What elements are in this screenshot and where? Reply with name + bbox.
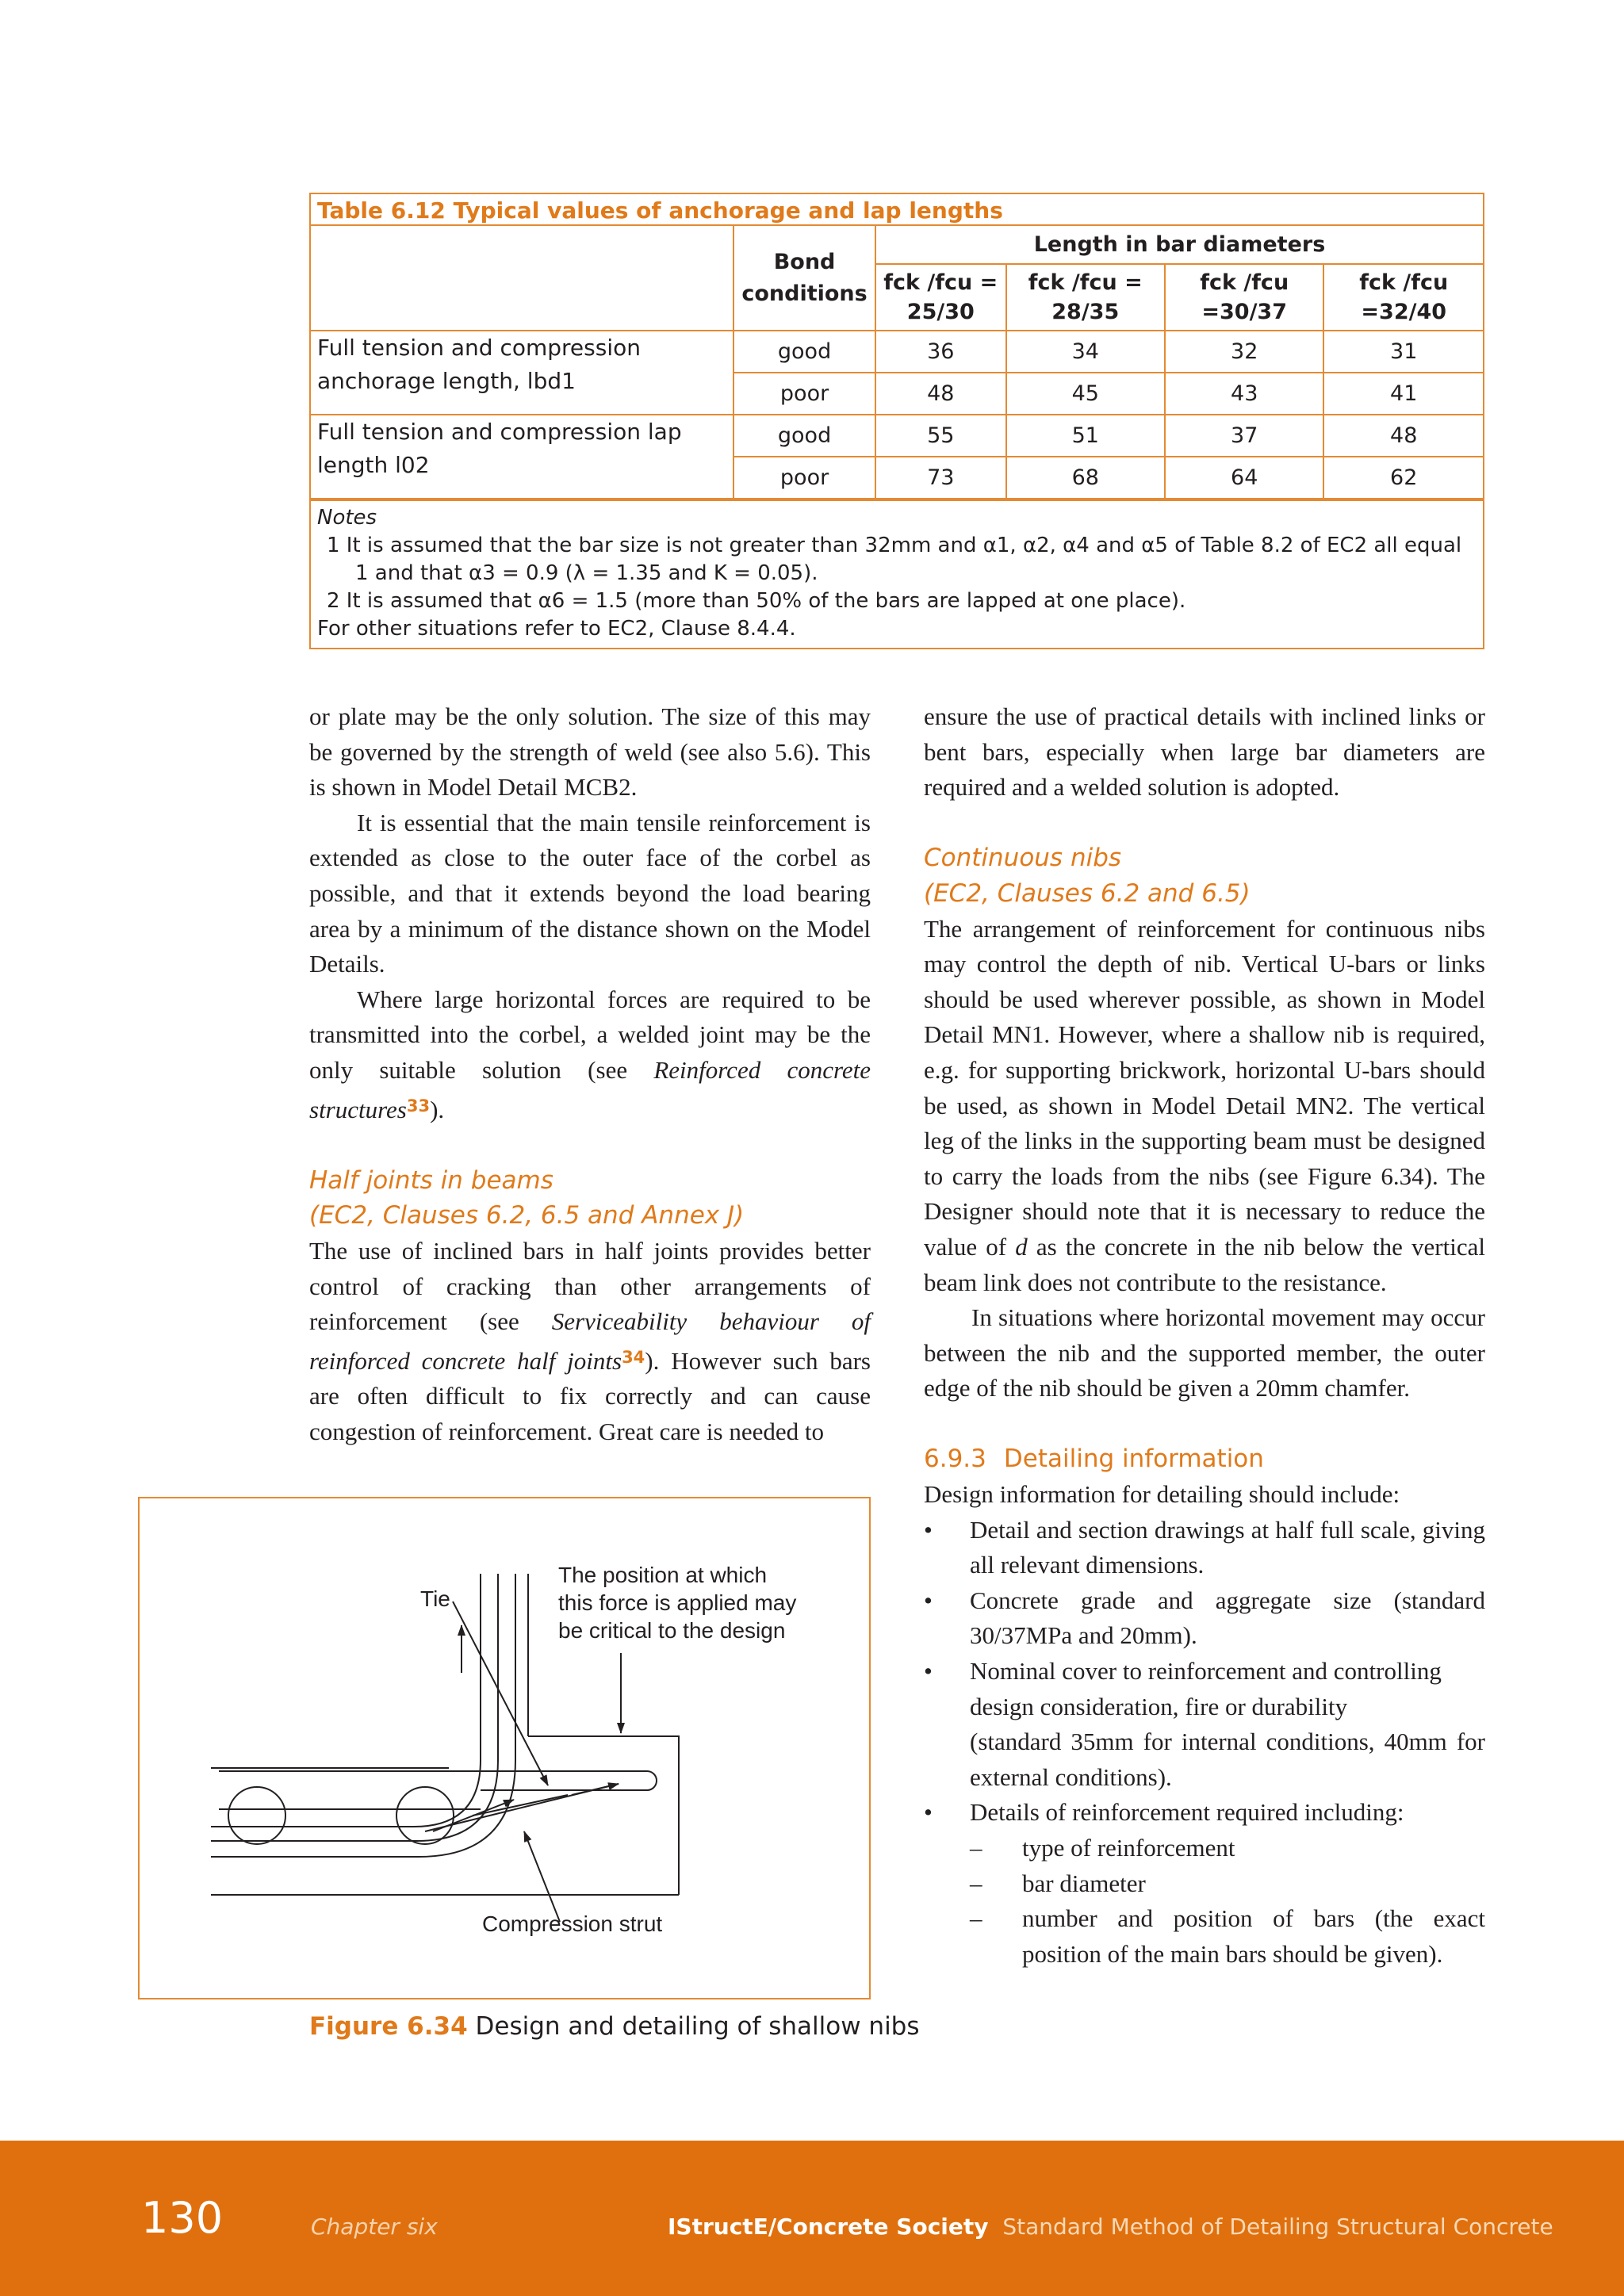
bar-section [396,1787,454,1844]
table-header-col: fck /fcu = 25/30 [875,264,1006,331]
compression-arrow [524,1831,560,1922]
figure-caption: Figure 6.34 Design and detailing of shallow nibs [309,2012,920,2041]
vertical-link-inner [211,1574,481,1827]
vertical-link [211,1574,498,1841]
list-item: • Concrete grade and aggregate size (standard 30/37MPa and 20mm). [924,1586,1485,1650]
publication-title: IStructE/Concrete Society Standard Method of Detailing Structural Concrete [668,2214,1553,2240]
paragraph: It is essential that the main tensile reinforcement is extended as close to the outer face of the corbel as possible, and that it extends beyond the load bearing area by a minimum of the distance shown on the Model Details. [309,808,871,978]
strut-arrow-1 [473,1795,568,1816]
table-header-col: fck /fcu =32/40 [1323,264,1483,331]
heading-half-joints-clauses: (EC2, Clauses 6.2, 6.5 and Annex J) [309,1201,745,1230]
table-title: Table 6.12 Typical values of anchorage and lap lengths [311,194,1483,226]
label-position: The position at which [558,1563,768,1587]
table-header-empty [311,226,733,331]
paragraph: or plate may be the only solution. The size of this may be governed by the strength of weld (see also 5.6). This is shown in Model Detail MCB2. [309,702,871,802]
section-heading: 6.9.3 Detailing information [924,1445,1264,1474]
label-compression-strut: Compression strut [482,1911,663,1936]
tie-arrow [453,1601,548,1785]
nib-diagram [140,1498,869,1998]
chapter-label: Chapter six [311,2214,438,2240]
page-number: 130 [141,2193,224,2243]
table-notes [311,499,1483,648]
note-2: 2 It is assumed that α6 = 1.5 (more than 50% of the bars are lapped at one place). [327,589,1186,613]
paragraph: ensure the use of practical details with inclined links or bent bars, especially when large bar diameters are required and a welded solution is adopted. [924,702,1485,802]
note-3: For other situations refer to EC2, Clause 8.4.4. [317,617,796,641]
heading-continuous-nibs-clauses: (EC2, Clauses 6.2 and 6.5) [924,878,1251,908]
vertical-link-outer [211,1574,515,1857]
note-1: 1 It is assumed that the bar size is not greater than 32mm and α1, α2, α4 and α5 of Table 8.2 of EC2 all equal 1 and that α3 = 0.9 (λ = 1.35 and K = 0.05). [327,534,1462,585]
anchorage-lap-table [309,193,1484,649]
table-row: Full tension and compression anchorage length, lbd1 good 36 34 32 31 [311,331,1483,373]
reference-34[interactable]: 34 [622,1347,645,1367]
figure-shallow-nibs [138,1497,871,1999]
table-header-col: fck /fcu =30/37 [1165,264,1324,331]
strut-arrow-2 [433,1800,514,1831]
row-label-anchorage: Full tension and compression anchorage length, lbd1 [311,331,733,415]
paragraph: The arrangement of reinforcement for continuous nibs may control the depth of nib. Vertical U-bars or links should be used wherever possible, as shown in Model Detail MN1. However, where a shallow nib is required, e.g. for supporting brickwork, horizontal U-bars should be used, as shown in Model Detail MN2. The vertical leg of the links in the supporting beam must be designed to carry the loads from the nibs (see Figure 6.34). The Designer should note that it is necessary to reduce the value of d as the concrete in the nib below the vertical beam link does not contribute to the resistance. [924,914,1485,1296]
paragraph: The use of inclined bars in half joints provides better control of cracking than other arrangements of reinforcement (see Serviceability behaviour of reinforced concrete half joints$^{34}$). However such bars are often difficult to fix correctly and can cause congestion of reinforcement. Great care is needed to [309,1236,871,1445]
nib-outline [528,1736,679,1895]
table-header-col: fck /fcu = 28/35 [1006,264,1165,331]
list-item: • Details of reinforcement required including: [924,1798,1404,1827]
sub-list-item: – type of reinforcement [970,1834,1235,1862]
label-position: this force is applied may [558,1590,797,1615]
row-label-lap: Full tension and compression lap length l02 [311,415,733,499]
label-tie: Tie [420,1586,450,1611]
table-row: Full tension and compression lap length l02 good 55 51 37 48 [311,415,1483,457]
table-header-bond: Bond conditions [733,226,875,331]
table-row: poor 73 68 64 62 [311,457,1483,499]
heading-continuous-nibs: Continuous nibs [924,844,1122,873]
label-position: be critical to the design [558,1618,786,1643]
list-item-continuation: (standard 35mm for internal conditions, 40mm for external conditions). [970,1728,1485,1791]
table-grid [311,226,1483,499]
u-bar-hook [481,1771,657,1790]
list-item: • Nominal cover to reinforcement and controlling design consideration, fire or durability [924,1657,1442,1720]
list-item: • Detail and section drawings at half full scale, giving all relevant dimensions. [924,1515,1485,1579]
paragraph: In situations where horizontal movement may occur between the nib and the supported member, the outer edge of the nib should be given a 20mm chamfer. [924,1303,1485,1402]
sub-list-item: – bar diameter [970,1869,1146,1897]
sub-list-item: – number and position of bars (the exact position of the main bars should be given). [970,1904,1485,1968]
reference-33[interactable]: 33 [406,1096,431,1115]
left-column [309,699,871,1449]
right-column [924,699,1485,1972]
bar-section [228,1787,285,1844]
paragraph: Design information for detailing should include: [924,1480,1400,1509]
table-header-group: Length in bar diameters [875,226,1483,264]
heading-half-joints: Half joints in beams [309,1165,553,1195]
paragraph: Where large horizontal forces are required to be transmitted into the corbel, a welded joint may be the only suitable solution (see Reinforced concrete structures$^{33}$). [309,985,871,1123]
table-row: poor 48 45 43 41 [311,373,1483,415]
notes-heading: Notes [317,506,377,530]
